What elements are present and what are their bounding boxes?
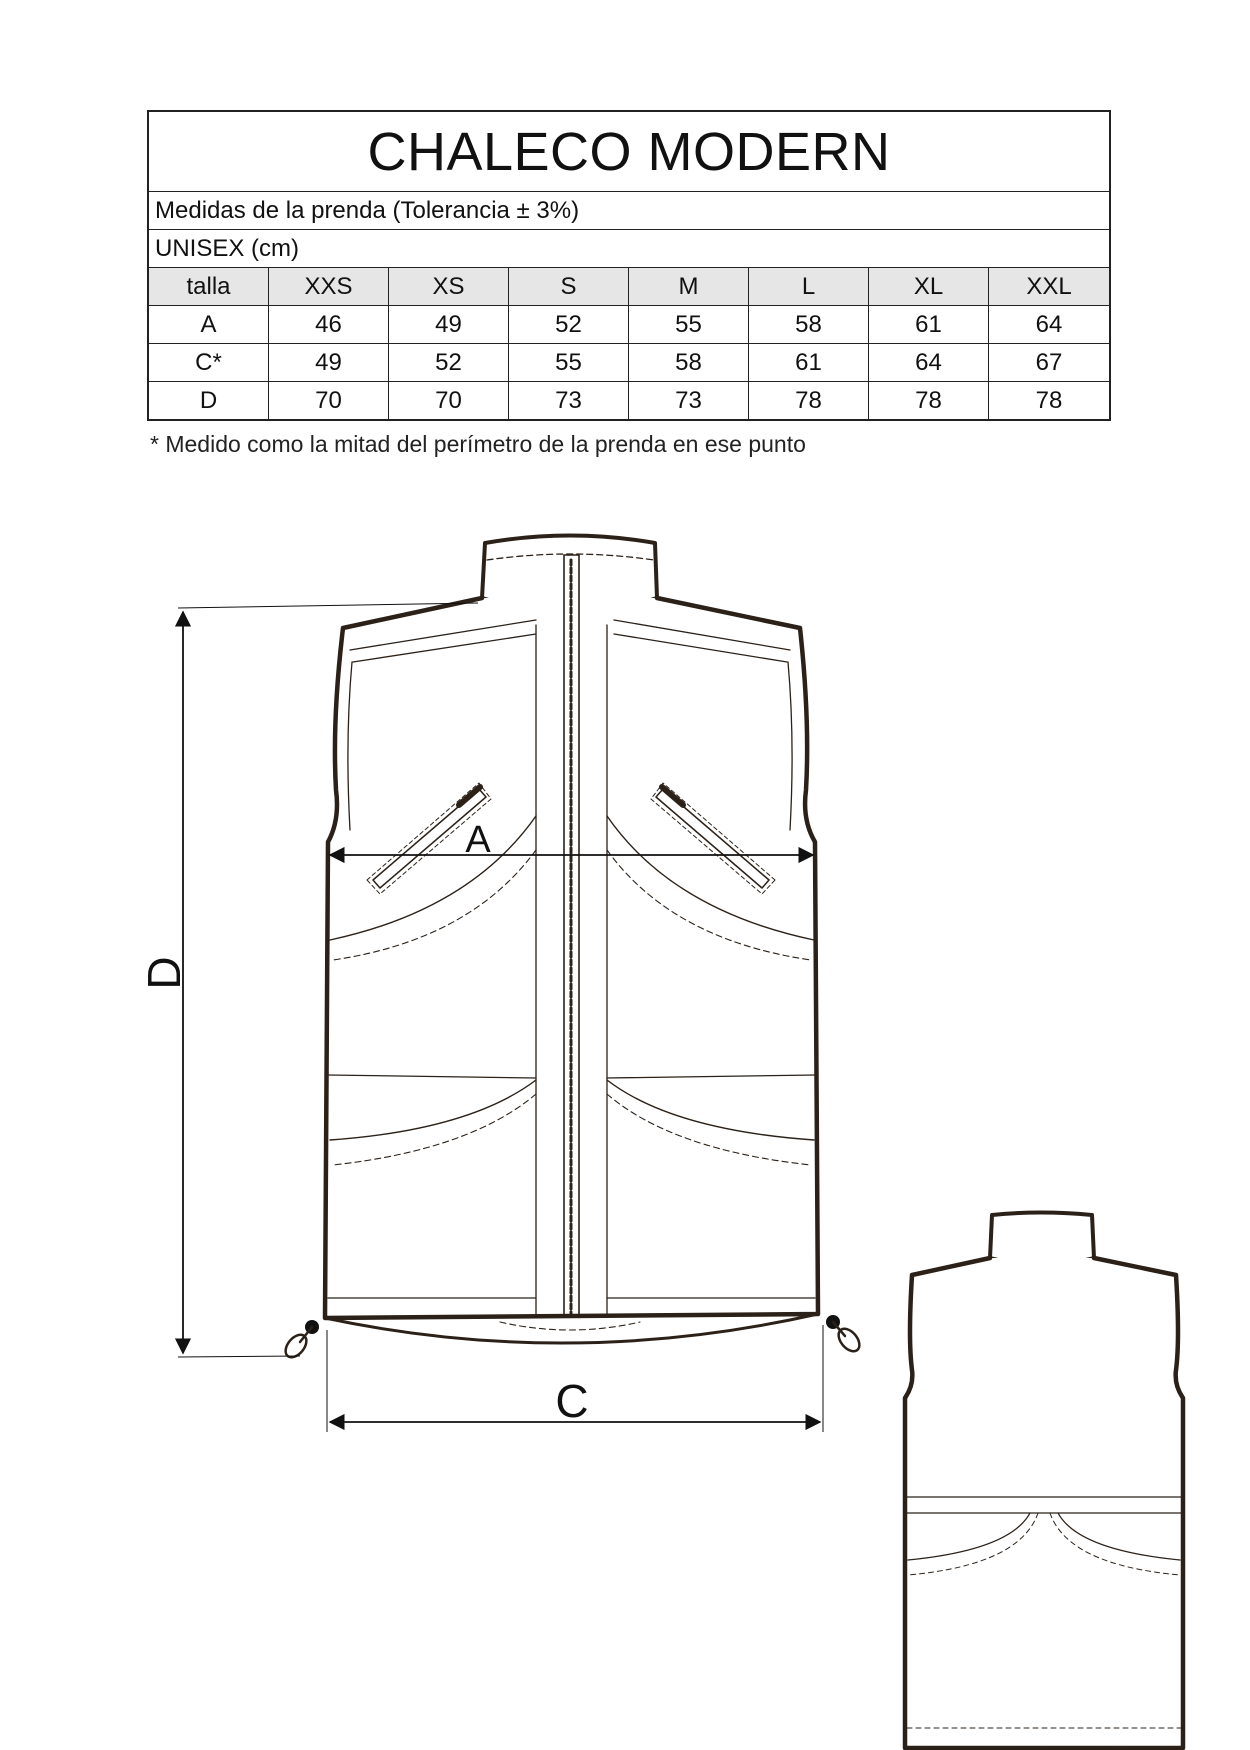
row-label: D	[149, 382, 269, 419]
table-cell: 61	[869, 306, 989, 343]
dimension-label-a: A	[465, 819, 491, 861]
header-size: XXS	[269, 268, 389, 305]
table-cell: 73	[629, 382, 749, 419]
table-cell: 52	[389, 344, 509, 381]
table-cell: 78	[749, 382, 869, 419]
table-cell: 78	[869, 382, 989, 419]
table-cell: 70	[269, 382, 389, 419]
chart-unit: UNISEX (cm)	[149, 230, 1109, 268]
table-cell: 61	[749, 344, 869, 381]
vest-front-drawing	[282, 536, 864, 1362]
header-size: L	[749, 268, 869, 305]
table-cell: 64	[1035, 310, 1063, 338]
header-size: M	[629, 268, 749, 305]
table-cell: 64	[869, 344, 989, 381]
table-cell: 55	[629, 306, 749, 343]
table-cell: 49	[389, 306, 509, 343]
header-size: XXL	[989, 268, 1109, 305]
table-cell: 73	[509, 382, 629, 419]
table-cell: 58	[629, 344, 749, 381]
header-size: XL	[869, 268, 989, 305]
table-cell: 49	[269, 344, 389, 381]
header-size: S	[509, 268, 629, 305]
dimension-label-c: C	[555, 1375, 589, 1427]
chart-title: CHALECO MODERN	[149, 112, 1109, 192]
row-label: C*	[149, 344, 269, 381]
table-cell: 67	[1035, 348, 1063, 376]
table-cell: 46	[269, 306, 389, 343]
chart-subtitle: Medidas de la prenda (Tolerancia ± 3%)	[149, 192, 1109, 230]
table-cell: 78	[1035, 386, 1063, 414]
header-size: XS	[389, 268, 509, 305]
vest-back-drawing	[905, 1213, 1183, 1750]
header-label: talla	[149, 268, 269, 305]
table-cell: 70	[389, 382, 509, 419]
table-cell: 55	[509, 344, 629, 381]
footnote: * Medido como la mitad del perímetro de la prenda en ese punto	[150, 431, 806, 457]
row-label: A	[149, 306, 269, 343]
table-cell: 58	[749, 306, 869, 343]
dimension-label-d: D	[138, 956, 190, 990]
table-cell: 52	[509, 306, 629, 343]
